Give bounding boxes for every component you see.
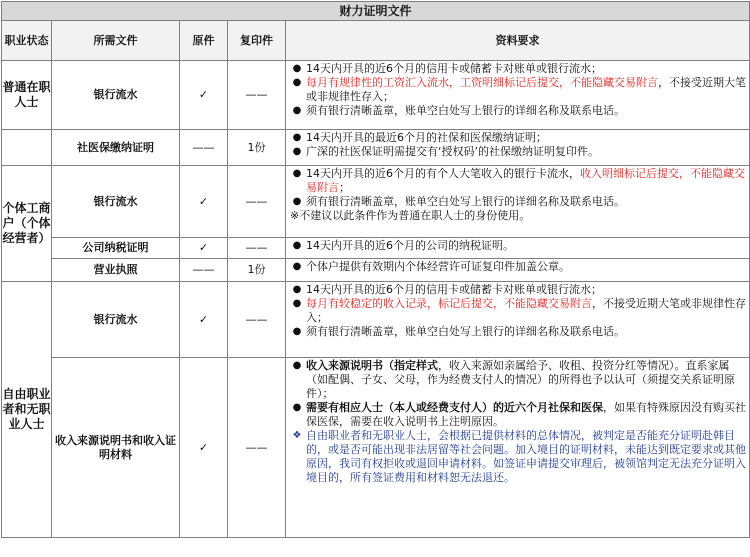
bullet-icon: ● bbox=[292, 77, 302, 88]
table-row bbox=[2, 130, 750, 166]
doc-business-license: 营业执照 bbox=[52, 259, 180, 282]
table-row bbox=[2, 166, 750, 238]
copy-dash: —— bbox=[228, 166, 286, 238]
note: ※不建议以此条件作为普通在职人士的身份使用。 bbox=[290, 209, 531, 222]
requirements-cell: ● 14天内开具的最近6个月的社保和医保缴纳证明； ● 广深的社医保证明需提交有‘授权码’的社保缴纳证明复印件。 bbox=[286, 130, 750, 166]
doc-income-proof: 收入来源说明书和收入证明材料 bbox=[52, 358, 180, 538]
doc-tax-certificate: 公司纳税证明 bbox=[52, 238, 180, 259]
table-row bbox=[2, 61, 750, 130]
requirements-cell: ● 个体户提供有效期内个体经营许可证复印件加盖公章。 bbox=[286, 259, 750, 282]
original-check-mark: ✓ bbox=[180, 358, 228, 538]
requirements-cell: ● 收入来源说明书（指定样式，收入来源如亲属给予、收租、投资分红等情况）。直系家属（如配偶、子女、父母，作为经费支付人的情况）的所得也予以认可（须提交关系证明原件）； ● 需要有相应人士（本人或经费支付人）的近六个月社保和医保，如果有特殊原因没有购买社保医保，需要在收入说明书上注明原因。 ❖ 自由职业者和无职业人士，会根据已提供材料的总体情况，被判定是否能充分证明赴韩目的，或是否可能出现非法居留等社会问题。加入境目的证明材料，未能达到既定要求或其他原因，我司有权拒收或退回申请材料。如签证申请提交审理后，被领馆判定无法充分证明入境目的，所有签证费用和材料恕无法退还。 bbox=[286, 358, 750, 538]
table-title: 财力证明文件 bbox=[2, 2, 750, 21]
header-row bbox=[2, 21, 750, 61]
original-dash: —— bbox=[180, 259, 228, 282]
bullet-icon: ● bbox=[292, 298, 302, 309]
requirements-cell: ● 14天内开具的近6个月的信用卡或储蓄卡对账单或银行流水； ● 每月有较稳定的收入记录，标记后提交，不能隐藏交易附言，不接受近期大笔或非规律性存入； ● 须有银行清晰盖章，账单空白处写上银行的详细名称及联系电话。 bbox=[286, 282, 750, 358]
copy-dash: —— bbox=[228, 61, 286, 130]
original-dash: —— bbox=[180, 130, 228, 166]
header-requirements: 资料要求 bbox=[286, 21, 750, 61]
doc-social-insurance: 社医保缴纳证明 bbox=[52, 130, 180, 166]
status-freelance: 自由职业者和无职业人士 bbox=[2, 282, 52, 538]
requirements-cell: ● 14天内开具的近6个月的公司的纳税证明。 bbox=[286, 238, 750, 259]
copy-count: 1份 bbox=[228, 130, 286, 166]
status-business: 个体工商户（个体经营者） bbox=[2, 166, 52, 282]
table-row bbox=[2, 358, 750, 538]
doc-bank-statement: 银行流水 bbox=[52, 61, 180, 130]
original-check-mark: ✓ bbox=[180, 61, 228, 130]
bullet-icon: ● bbox=[292, 168, 302, 179]
original-check-mark: ✓ bbox=[180, 166, 228, 238]
bullet-icon: ● bbox=[292, 284, 302, 295]
header-copy: 复印件 bbox=[228, 21, 286, 61]
bullet-icon: ● bbox=[292, 402, 302, 413]
doc-bank-statement: 银行流水 bbox=[52, 166, 180, 238]
header-status: 职业状态 bbox=[2, 21, 52, 61]
bullet-icon: ● bbox=[292, 63, 302, 74]
bullet-icon: ● bbox=[292, 146, 302, 157]
bullet-icon: ● bbox=[292, 132, 302, 143]
bullet-icon: ● bbox=[292, 261, 302, 272]
copy-dash: —— bbox=[228, 238, 286, 259]
table-row bbox=[2, 282, 750, 358]
copy-dash: —— bbox=[228, 282, 286, 358]
table-row bbox=[2, 259, 750, 282]
bullet-icon: ● bbox=[292, 240, 302, 251]
bullet-icon: ● bbox=[292, 105, 302, 116]
copy-dash: —— bbox=[228, 358, 286, 538]
bullet-icon: ● bbox=[292, 326, 302, 337]
bullet-icon: ● bbox=[292, 360, 302, 371]
original-check-mark: ✓ bbox=[180, 282, 228, 358]
requirements-cell: ● 14天内开具的近6个月的有个人大笔收入的银行卡流水，收入明细标记后提交，不能隐藏交易附言； ● 须有银行清晰盖章，账单空白处写上银行的详细名称及联系电话。 ※不建议以此条件作为普通在职人士的身份使用。 bbox=[286, 166, 750, 238]
diamond-bullet-icon: ❖ bbox=[292, 430, 302, 441]
bullet-icon: ● bbox=[292, 196, 302, 207]
table-row bbox=[2, 238, 750, 259]
doc-bank-statement: 银行流水 bbox=[52, 282, 180, 358]
header-original: 原件 bbox=[180, 21, 228, 61]
status-employed: 普通在职人士 bbox=[2, 61, 52, 130]
requirements-cell: ● 14天内开具的近6个月的信用卡或储蓄卡对账单或银行流水； ● 每月有规律性的工资汇入流水，工资明细标记后提交，不能隐藏交易附言，不接受近期大笔或非规律性存入； ● 须有银行清晰盖章，账单空白处写上银行的详细名称及联系电话。 bbox=[286, 61, 750, 130]
header-doc: 所需文件 bbox=[52, 21, 180, 61]
copy-count: 1份 bbox=[228, 259, 286, 282]
original-check-mark: ✓ bbox=[180, 238, 228, 259]
financial-proof-table bbox=[1, 1, 750, 538]
